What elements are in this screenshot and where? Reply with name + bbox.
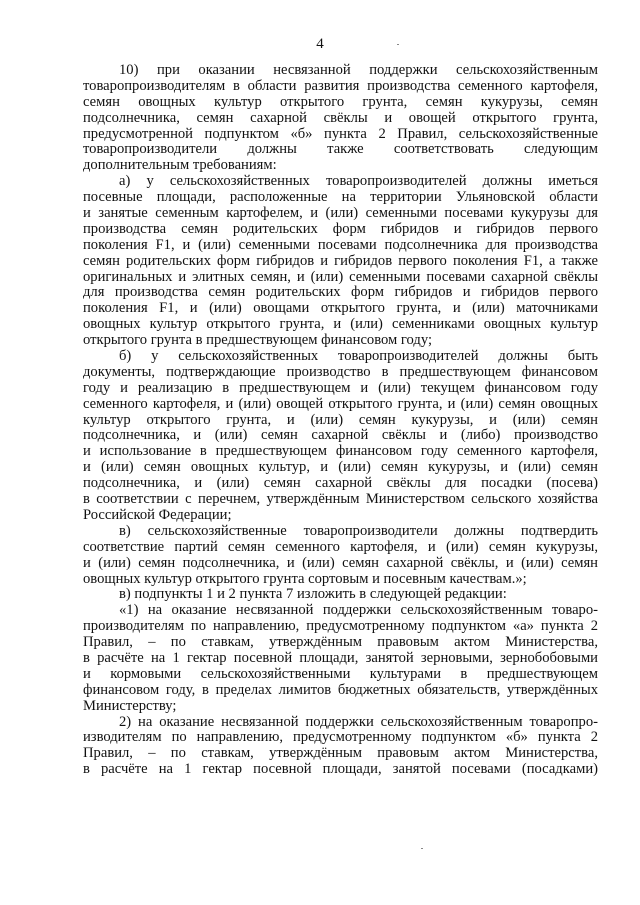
- scan-speck: [421, 848, 423, 849]
- text-line: Правил, – по ставкам, утверждённым правовым актом Министерства,: [83, 746, 598, 762]
- text-line: производства семян родительских форм гибридов и гибридов первого: [83, 221, 598, 237]
- text-line: соответствие партий семян семенного картофеля, и (или) семян кукурузы,: [83, 539, 598, 555]
- text-line: «1) на оказание несвязанной поддержки сельскохозяйственным товаро-: [119, 603, 598, 619]
- paragraph: [83, 63, 598, 174]
- text-line: посевные площади, расположенные на территории Ульяновской области: [83, 190, 598, 206]
- text-line: семян овощных культур открытого грунта, семян кукурузы, семян: [83, 94, 598, 110]
- text-line: а) у сельскохозяйственных товаропроизводителей должны иметься: [119, 174, 598, 190]
- text-line: и (или) семян подсолнечника, и (или) семян сахарной свёклы, и (или) семян: [83, 555, 598, 571]
- paragraph: [83, 349, 598, 524]
- text-line: поколения F1, и (или) семенными посевами подсолнечника для производства: [83, 237, 598, 253]
- text-line: и занятые семенным картофелем, и (или) семенными посевами кукурузы для: [83, 206, 598, 222]
- text-line: предусмотренной подпунктом «б» пункта 2 Правил, сельскохозяйственные: [83, 126, 598, 142]
- text-line: подсолнечника, и (или) семян сахарной свёклы для посадки (посева): [83, 476, 598, 492]
- text-line: изводителям по направлению, предусмотренному подпунктом «б» пункта 2: [83, 730, 598, 746]
- text-line: семян родительских форм гибридов и гибридов первого поколения F1, а также: [83, 253, 598, 269]
- text-line: открытого грунта в предшествующем финансовом году;: [83, 333, 432, 349]
- text-line: 10) при оказании несвязанной поддержки сельскохозяйственным: [119, 63, 598, 78]
- text-line: культур открытого грунта, и (или) семян кукурузы, и (или) семян: [83, 412, 598, 428]
- text-line: для производства семян родительских форм гибридов и гибридов первого: [83, 285, 598, 301]
- text-line: финансовом году, в пределах лимитов бюджетных обязательств, утверждённых: [83, 682, 598, 698]
- text-line: товаропроизводителям в области развития производства семенного картофеля,: [83, 78, 598, 94]
- text-line: в соответствии с перечнем, утверждённым Министерством сельского хозяйства: [83, 492, 598, 508]
- text-line: году и реализацию в предшествующем и (или) текущем финансовом году: [83, 380, 598, 396]
- text-line: в) сельскохозяйственные товаропроизводители должны подтвердить: [119, 523, 598, 539]
- paragraph: [83, 603, 598, 714]
- text-line: товаропроизводители должны также соответствовать следующим: [83, 142, 598, 158]
- text-line: документы, подтверждающие производство в предшествующем финансовом: [83, 364, 598, 380]
- paragraph: [83, 715, 598, 779]
- paragraph: [83, 524, 598, 588]
- paragraph: [83, 174, 598, 349]
- text-line: овощных культур открытого грунта сортовым и посевным качествам.»;: [83, 571, 527, 587]
- text-line: в расчёте на 1 гектар посевной площади, занятой посевами (посадками): [83, 762, 598, 778]
- text-line: овощных культур открытого грунта, и (или) семенниками овощных культур: [83, 317, 598, 333]
- text-line: подсолнечника, и (или) семян сахарной свёклы и (либо) производство: [83, 428, 598, 444]
- text-line: Министерству;: [83, 698, 177, 714]
- text-line: и использование в предшествующем финансовом году семенного картофеля,: [83, 444, 598, 460]
- text-line: и кормовыми сельскохозяйственными культурами в предшествующем: [83, 666, 598, 682]
- text-line: в) подпункты 1 и 2 пункта 7 изложить в следующей редакции:: [119, 587, 507, 603]
- text-line: поколения F1, и (или) овощами открытого грунта, и (или) маточниками: [83, 301, 598, 317]
- text-line: подсолнечника, семян сахарной свёклы и овощей открытого грунта,: [83, 110, 598, 126]
- paragraph: [83, 587, 598, 603]
- text-line: в расчёте на 1 гектар посевной площади, занятой зерновыми, зернобобовыми: [83, 650, 598, 666]
- text-line: производителям по направлению, предусмотренному подпунктом «а» пункта 2: [83, 619, 598, 635]
- text-line: дополнительным требованиям:: [83, 158, 277, 174]
- page-number: 4: [316, 36, 324, 52]
- text-line: и (или) семян овощных культур, и (или) семян кукурузы, и (или) семян: [83, 460, 598, 476]
- scan-speck: [397, 44, 399, 45]
- text-line: семенного картофеля, и (или) овощей открытого грунта, и (или) семян овощных: [83, 396, 598, 412]
- text-line: 2) на оказание несвязанной поддержки сельскохозяйственным товаропро-: [119, 714, 598, 730]
- document-body: [83, 63, 598, 778]
- text-line: Правил, – по ставкам, утверждённым правовым актом Министерства,: [83, 635, 598, 651]
- text-line: Российской Федерации;: [83, 507, 232, 523]
- text-line: б) у сельскохозяйственных товаропроизводителей должны быть: [119, 349, 598, 365]
- text-line: оригинальных и элитных семян, и (или) семенными посевами сахарной свёклы: [83, 269, 598, 285]
